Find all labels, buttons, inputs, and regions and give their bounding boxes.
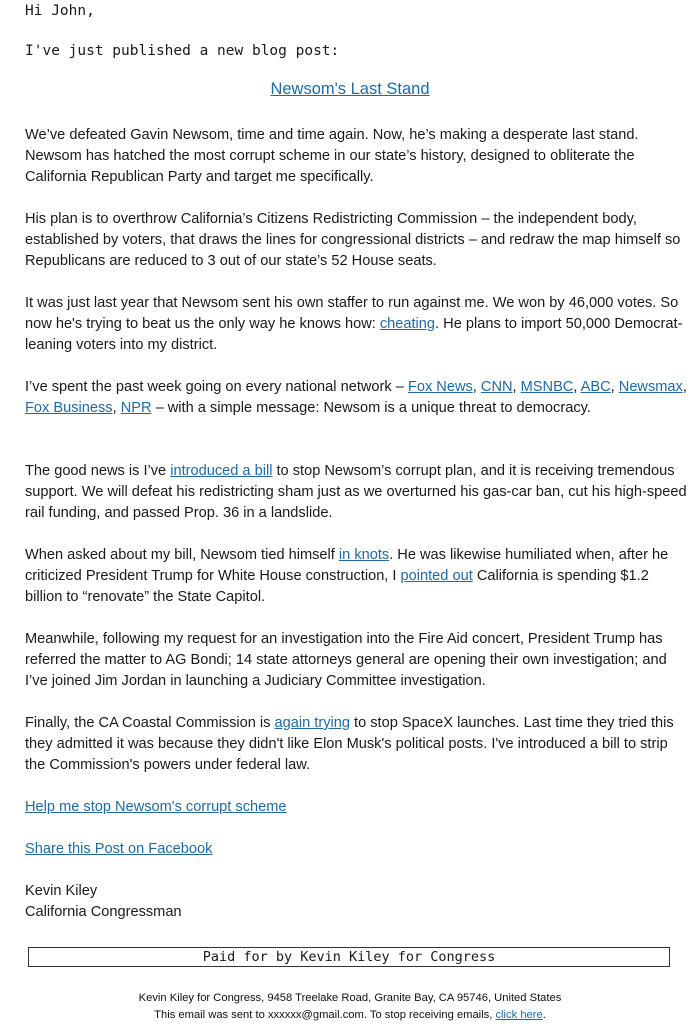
- again-trying-link[interactable]: again trying: [274, 715, 350, 731]
- p3-text-after: . He plans to import 50,000 Democrat-leaning voters into my district.: [25, 316, 683, 353]
- paid-for-disclaimer: Paid for by Kevin Kiley for Congress: [28, 947, 670, 967]
- p4-separator: ,: [573, 379, 581, 395]
- paragraph-4: [25, 377, 687, 419]
- footer-sent-to-text: This email was sent to xxxxxx@gmail.com. To stop receiving emails,: [154, 1009, 496, 1021]
- paragraph-2: His plan is to overthrow California’s Citizens Redistricting Commission – the independent body, established by voters, that draws the lines for congressional districts – and redraw the map himself so Republicans are reduced to 3 out of our state’s 52 House seats.: [25, 211, 681, 269]
- paragraph-3: [25, 293, 687, 356]
- share-paragraph: [25, 839, 687, 860]
- p4-separator: ,: [112, 400, 121, 416]
- post-title-link[interactable]: Newsom's Last Stand: [270, 80, 430, 98]
- p4-separator: ,: [682, 379, 687, 395]
- p5-text-before: The good news is I’ve: [25, 463, 171, 479]
- cnn-link[interactable]: CNN: [480, 379, 513, 395]
- p4-separator: ,: [512, 379, 521, 395]
- in-knots-link[interactable]: in knots: [338, 547, 390, 563]
- cta-paragraph: [25, 797, 687, 818]
- signature-name: Kevin Kiley: [25, 883, 98, 899]
- abc-link[interactable]: ABC: [580, 379, 611, 395]
- p8-text-before: Finally, the CA Coastal Commission is: [25, 715, 275, 731]
- unsubscribe-link[interactable]: click here: [495, 1009, 543, 1021]
- signature: [25, 881, 182, 923]
- paragraph-7: Meanwhile, following my request for an investigation into the Fire Aid concert, President Trump has referred the matter to AG Bondi; 14 state attorneys general are opening their own investigation; and I’ve joined Jim Jordan in launching a Judiciary Committee investigation.: [25, 631, 667, 689]
- share-facebook-link[interactable]: Share this Post on Facebook: [25, 841, 213, 857]
- signature-title: California Congressman: [25, 904, 182, 920]
- p8-text-after: to stop SpaceX launches. Last time they tried this they admitted it was because they didn't like Elon Musk's political posts. I've introduced a bill to strip the Commission's powers under federal law.: [25, 715, 674, 773]
- fox-news-link[interactable]: Fox News: [407, 379, 473, 395]
- intro-line: I've just published a new blog post:: [25, 43, 340, 59]
- p5-text-after: to stop Newsom’s corrupt plan, and it is receiving tremendous support. We will defeat his redistricting sham just as we overturned his gas-car ban, cut his high-speed rail funding, and passed Prop. 36 in a landslide.: [25, 463, 687, 521]
- p4-text-before: I’ve spent the past week going on every national network –: [25, 379, 408, 395]
- paragraph-6: [25, 545, 687, 608]
- introduced-a-bill-link[interactable]: introduced a bill: [170, 463, 273, 479]
- paragraph-5: [25, 461, 687, 524]
- footer-unsubscribe-line: [0, 1008, 700, 1023]
- post-title-wrap: [0, 80, 700, 99]
- p4-separator: ,: [610, 379, 619, 395]
- p6-text-after: California is spending $1.2 billion to “renovate” the State Capitol.: [25, 568, 649, 605]
- p6-text-before: When asked about my bill, Newsom tied himself: [25, 547, 339, 563]
- msnbc-link[interactable]: MSNBC: [520, 379, 574, 395]
- p4-text-after: – with a simple message: Newsom is a unique threat to democracy.: [151, 400, 591, 416]
- paragraph-1: We’ve defeated Gavin Newsom, time and time again. Now, he’s making a desperate last stand. Newsom has hatched the most corrupt scheme in our state’s history, designed to obliterate the California Republican Party and target me specifically.: [25, 127, 639, 185]
- pointed-out-link[interactable]: pointed out: [400, 568, 473, 584]
- newsmax-link[interactable]: Newsmax: [618, 379, 683, 395]
- p4-separator: ,: [472, 379, 481, 395]
- paragraph-8: [25, 713, 687, 776]
- help-stop-scheme-link[interactable]: Help me stop Newsom's corrupt scheme: [25, 799, 287, 815]
- p3-text-before: It was just last year that Newsom sent his own staffer to run against me. We won by 46,000 votes. So now he's trying to beat us the only way he knows how:: [25, 295, 679, 332]
- greeting: Hi John,: [25, 3, 95, 19]
- fox-business-link[interactable]: Fox Business: [25, 400, 113, 416]
- footer-address: Kevin Kiley for Congress, 9458 Treelake Road, Granite Bay, CA 95746, United States: [138, 992, 562, 1004]
- p6-text-middle: . He was likewise humiliated when, after he criticized President Trump for White House construction, I: [25, 547, 669, 584]
- cheating-link[interactable]: cheating: [379, 316, 436, 332]
- npr-link[interactable]: NPR: [120, 400, 152, 416]
- footer-period: .: [542, 1009, 546, 1021]
